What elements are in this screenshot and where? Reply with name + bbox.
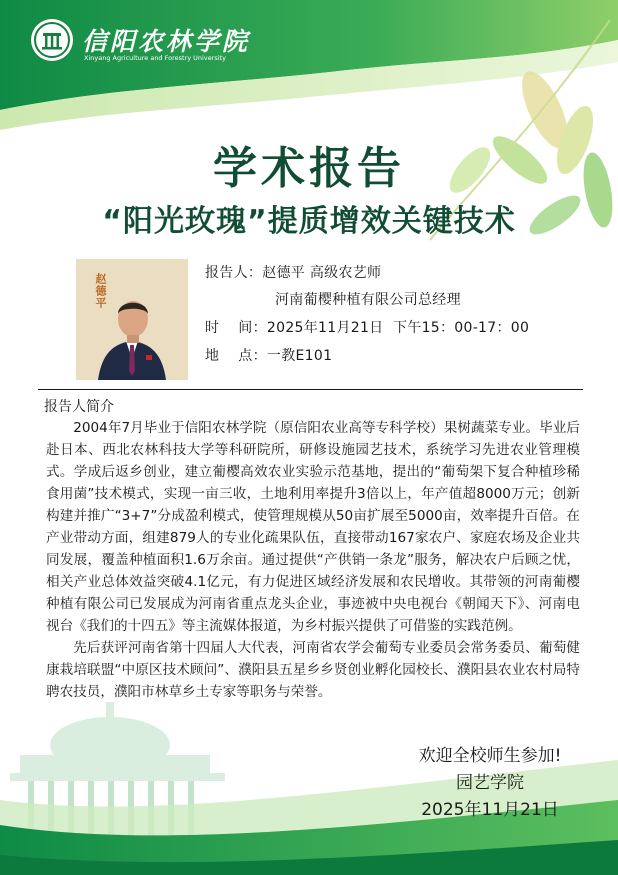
bio-body: [46, 417, 580, 703]
page-title: 学术报告: [213, 143, 405, 194]
speaker-value: 赵德平 高级农艺师: [262, 265, 382, 281]
report-topic: “阳光玫瑰”提质增效关键技术: [102, 204, 516, 239]
time-row: [205, 317, 529, 337]
place-value: 一教E101: [266, 348, 333, 364]
bio-heading: 报告人简介: [44, 399, 114, 415]
bio-paragraph: 先后获评河南省第十四届人大代表，河南省农学会葡萄专业委员会常务委员、葡萄健康栽培联盟“中原区技术顾问”、濮阳县五星乡乡贤创业孵化园校长、濮阳县农业农村局特聘农技员，濮阳市林草乡土专家等职务与荣誉。: [46, 640, 580, 700]
school-name-cn: 信阳农林学院: [82, 27, 251, 56]
speaker-photo: [76, 259, 188, 380]
place-row: [205, 345, 332, 365]
welcome-text: 欢迎全校师生参加!: [418, 746, 562, 766]
divider: [38, 389, 583, 390]
closing-date: 2025年11月21日: [421, 800, 559, 820]
bio-paragraph: 2004年7月毕业于信阳农林学院（原信阳农业高等专科学校）果树蔬菜专业。毕业后赴日本、西北农林科技大学等科研院所，研修设施园艺技术，系统学习先进农业管理模式。学成后返乡创业，建立葡樱高效农业实验示范基地，提出的“葡萄架下复合种植珍稀食用菌”技术模式，实现一亩三收，土地利用率提升3倍以上，年产值超8000万元；创新构建并推广“3+7”分成盈利模式，使管理规模从50亩扩展至5000亩，效率提升百倍。在产业带动方面，组建879人的专业化疏果队伍，直接带动167家农户、家庭农场及企业共同发展，覆盖种植面积1.6万余亩。通过提供“产供销一条龙”服务，解决农户后顾之忧，相关产业总体效益突破4.1亿元，有力促进区域经济发展和农民增收。其带领的河南葡樱种植有限公司已发展成为河南省重点龙头企业，事迹被中央电视台《朝闻天下》、河南电视台《我们的十四五》等主流媒体报道，为乡村振兴提供了可借鉴的实践范例。: [46, 420, 580, 634]
time-label: 时 间：: [205, 320, 267, 336]
photo-caption-name: 赵德平: [94, 273, 107, 309]
school-name-en: Xinyang Agriculture and Forestry University: [84, 54, 226, 62]
university-logo: [30, 18, 74, 62]
speaker-row: [205, 262, 381, 282]
organizer: 园艺学院: [456, 773, 524, 793]
time-value: 2025年11月21日 下午15：00-17：00: [266, 320, 530, 336]
speaker-label: 报告人：: [205, 265, 263, 281]
speaker-affiliation: 河南葡樱种植有限公司总经理: [275, 292, 461, 308]
place-label: 地 点：: [205, 348, 267, 364]
